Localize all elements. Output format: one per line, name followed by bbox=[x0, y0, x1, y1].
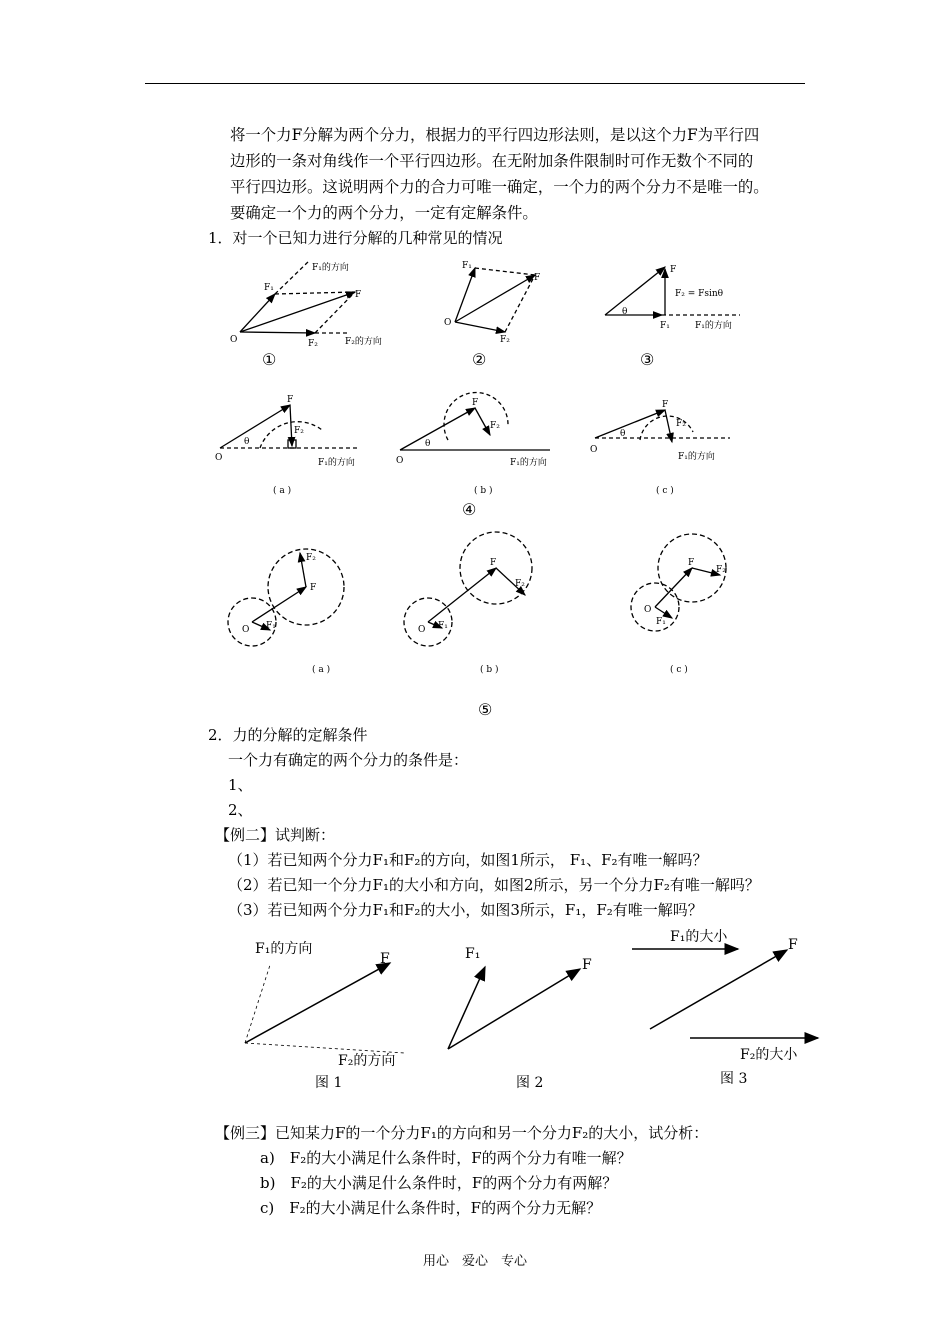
fig4-caption-c: ( c ) bbox=[656, 486, 674, 496]
condition-item-1: 1、 bbox=[228, 776, 253, 794]
section-1-heading: 1．对一个已知力进行分解的几种常见的情况 bbox=[208, 229, 503, 247]
intro-line-3: 平行四边形。这说明两个力的合力可唯一确定，一个力的两个分力不是唯一的。 bbox=[230, 178, 769, 196]
fig2-caption: 图 2 bbox=[516, 1075, 544, 1091]
header-rule bbox=[145, 83, 805, 84]
fig4b-theta: θ bbox=[425, 439, 431, 449]
fig4c-theta: θ bbox=[620, 429, 626, 439]
fig4a-o: O bbox=[215, 453, 223, 463]
fig4-caption-a: ( a ) bbox=[273, 486, 292, 496]
fig5a-f2: F₂ bbox=[306, 553, 316, 563]
example3-a: a) F₂的大小满足什么条件时，F的两个分力有唯一解？ bbox=[260, 1149, 632, 1167]
fig4a-f1-dir: F₁的方向 bbox=[318, 458, 355, 468]
fig-number-2: ② bbox=[472, 350, 487, 369]
fig1-caption: 图 1 bbox=[315, 1075, 343, 1091]
fig3-f: F bbox=[670, 265, 677, 275]
example2-title: 【例二】试判断： bbox=[215, 826, 336, 844]
intro-line-4: 要确定一个力的两个分力，一定有定解条件。 bbox=[230, 204, 538, 222]
fig4b-o: O bbox=[396, 456, 404, 466]
fig4a-f2: F₂ bbox=[294, 426, 304, 436]
fig2-f2: F₂ bbox=[500, 335, 510, 345]
fig4c-f: F bbox=[662, 400, 669, 410]
example2-figures bbox=[230, 925, 830, 1095]
example2-q3: （3）若已知两个分力F₁和F₂的大小，如图3所示，F₁，F₂有唯一解吗？ bbox=[228, 901, 703, 919]
fig1-f2-dir: F₂的方向 bbox=[345, 337, 382, 347]
fig-number-1: ① bbox=[262, 350, 277, 369]
fig5b-o: O bbox=[418, 625, 426, 635]
fig-number-5: ⑤ bbox=[478, 700, 493, 719]
fig-number-4: ④ bbox=[462, 500, 477, 519]
example2-q2: （2）若已知一个分力F₁的大小和方向，如图2所示，另一个分力F₂有唯一解吗？ bbox=[228, 876, 760, 894]
fig2-f-label: F bbox=[582, 957, 592, 973]
fig5-caption-a: ( a ) bbox=[312, 665, 331, 675]
fig5a-f1: F₁ bbox=[266, 621, 276, 631]
intro-line-1: 将一个力F分解为两个分力，根据力的平行四边形法则，是以这个力F为平行四 bbox=[230, 126, 760, 144]
fig3-f1: F₁ bbox=[660, 321, 670, 331]
example3-title: 【例三】已知某力F的一个分力F₁的方向和另一个分力F₂的大小，试分析： bbox=[215, 1124, 709, 1142]
fig4b-f2: F₂ bbox=[490, 421, 500, 431]
fig5b-f2: F₂ bbox=[515, 579, 525, 589]
section-2-heading: 2．力的分解的定解条件 bbox=[208, 726, 368, 744]
conditions-intro: 一个力有确定的两个分力的条件是： bbox=[228, 751, 469, 769]
fig5b-f: F bbox=[490, 558, 497, 568]
fig3-f2-size-label: F₂的大小 bbox=[740, 1047, 798, 1063]
fig1-f1-dir: F₁的方向 bbox=[312, 263, 349, 273]
fig5a-f: F bbox=[310, 583, 317, 593]
fig1-f1-dir-label: F₁的方向 bbox=[255, 941, 313, 957]
fig2-o: O bbox=[444, 318, 452, 328]
fig3-f-label: F bbox=[788, 937, 798, 953]
example3-b: b) F₂的大小满足什么条件时，F的两个分力有两解？ bbox=[260, 1174, 618, 1192]
fig5-caption-b: ( b ) bbox=[480, 665, 499, 675]
fig5c-f2: F₂ bbox=[716, 565, 726, 575]
intro-line-2: 边形的一条对角线作一个平行四边形。在无附加条件限制时可作无数个不同的 bbox=[230, 152, 754, 170]
fig1-f2: F₂ bbox=[308, 339, 318, 349]
example3-c: c) F₂的大小满足什么条件时，F的两个分力无解？ bbox=[260, 1199, 602, 1217]
fig1-o: O bbox=[230, 335, 238, 345]
fig2-f: F bbox=[534, 273, 541, 283]
fig3-f1-dir: F₁的方向 bbox=[695, 321, 732, 331]
fig4b-f: F bbox=[472, 398, 479, 408]
fig3-f1-size-label: F₁的大小 bbox=[670, 929, 728, 945]
fig2-f1: F₁ bbox=[462, 261, 472, 271]
fig4-caption-b: ( b ) bbox=[474, 486, 493, 496]
fig1-f1: F₁ bbox=[264, 283, 274, 293]
fig5c-f: F bbox=[688, 558, 695, 568]
page-footer: 用心 爱心 专心 bbox=[422, 1254, 527, 1269]
fig-number-3: ③ bbox=[640, 350, 655, 369]
fig1-f: F bbox=[355, 290, 362, 300]
example2-q1: （1）若已知两个分力F₁和F₂的方向，如图1所示， F₁、F₂有唯一解吗？ bbox=[228, 851, 708, 869]
fig1-f2-dir-label: F₂的方向 bbox=[338, 1053, 396, 1069]
fig4b-f1-dir: F₁的方向 bbox=[510, 458, 547, 468]
force-decomposition-figures bbox=[200, 250, 800, 725]
fig4c-o: O bbox=[590, 445, 598, 455]
fig5a-o: O bbox=[242, 625, 250, 635]
fig4a-f: F bbox=[287, 395, 294, 405]
fig3-caption: 图 3 bbox=[720, 1071, 748, 1087]
fig3-f2-sin: F₂ = Fsinθ bbox=[675, 289, 724, 299]
fig3-theta: θ bbox=[622, 307, 628, 317]
condition-item-2: 2、 bbox=[228, 801, 253, 819]
fig5c-o: O bbox=[644, 605, 652, 615]
fig4c-f2: F₂ bbox=[676, 419, 686, 429]
fig5c-f1: F₁ bbox=[656, 617, 666, 627]
fig2-f1-label: F₁ bbox=[465, 946, 481, 962]
fig4c-f1-dir: F₁的方向 bbox=[678, 452, 715, 462]
fig5b-f1: F₁ bbox=[438, 621, 448, 631]
fig1-f-label: F bbox=[380, 951, 390, 967]
fig5-caption-c: ( c ) bbox=[670, 665, 688, 675]
fig4a-theta: θ bbox=[244, 437, 250, 447]
